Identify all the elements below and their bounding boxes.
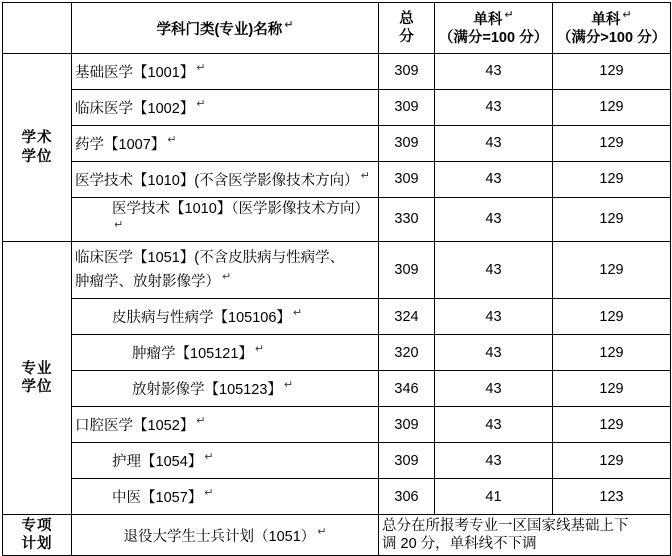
sub2-score-cell: 129 [553,54,671,90]
paragraph-mark-icon: ↵ [283,378,294,392]
table-row [3,335,671,371]
group-label-professional [3,242,72,515]
header-total-line1: 总 [399,10,414,27]
paragraph-mark-icon: ↵ [622,8,632,22]
sub2-score-cell: 129 [553,90,671,126]
sub2-score-cell: 129 [553,443,671,479]
total-score-cell: 309 [379,162,435,198]
major-name-cell [72,371,379,407]
paragraph-mark-icon: ↵ [196,97,206,111]
paragraph-mark-icon: ↵ [204,486,214,500]
header-sub2-line2: （满分>100 分） [556,30,667,47]
total-score-cell: 309 [379,242,435,299]
total-score-cell: 309 [379,54,435,90]
major-name-cell [72,126,379,162]
major-name-text: 护理【1054】 [112,453,203,470]
major-name-text: 医学技术【1010】(不含医学影像技术方向） [75,172,359,189]
table-row [3,407,671,443]
header-sub2-text: 单科 [591,12,621,29]
major-name-text: 口腔医学【1052】 [75,417,195,434]
group-label-line2: 计划 [21,536,53,553]
major-name-text: 医学技术【1010】（医学影像技术方向） [112,201,370,217]
major-name-line2 [75,269,375,293]
major-name-cell [72,479,379,515]
table-row [3,162,671,198]
sub1-score-cell: 43 [435,126,553,162]
major-name-line2-text: 肿瘤学、放射影像学） [75,273,220,290]
header-sub1-text: 单科 [473,12,503,29]
paragraph-mark-icon: ↵ [317,524,327,538]
paragraph-mark-icon: ↵ [360,169,370,183]
table-row [3,479,671,515]
paragraph-mark-icon: ↵ [196,414,206,428]
header-sub1-line1 [438,8,549,29]
sub1-score-cell: 43 [435,90,553,126]
group-label-line2: 学位 [21,148,53,165]
sub2-score-cell: 129 [553,242,671,299]
major-name-text: 药学【1007】 [75,136,166,153]
major-name-cell [72,198,379,242]
major-name-cell [72,407,379,443]
group-label-line2: 学位 [21,379,53,396]
major-name-cell [72,443,379,479]
paragraph-mark-icon: ↵ [284,17,294,31]
sub2-score-cell: 123 [553,479,671,515]
document-page [0,2,672,553]
table-row [3,299,671,335]
major-name-cell [72,54,379,90]
table-row [3,443,671,479]
major-name-cell [72,335,379,371]
total-score-cell: 309 [379,407,435,443]
special-note-line2: 调 20 分，单科线不下调 [382,536,537,553]
sub2-score-cell: 129 [553,335,671,371]
header-total-cell [379,3,435,54]
major-name-cell [72,299,379,335]
header-sub1-cell [435,3,553,54]
total-score-cell: 346 [379,371,435,407]
header-group-cell [3,3,72,54]
paragraph-mark-icon: ↵ [196,61,206,75]
sub1-score-cell: 43 [435,443,553,479]
header-sub2-cell [553,3,671,54]
sub2-score-cell: 129 [553,162,671,198]
group-label-line1: 专项 [21,518,53,535]
major-name-cell [72,162,379,198]
paragraph-mark-icon: ↵ [167,133,177,147]
sub2-score-cell: 129 [553,126,671,162]
major-name-text: 临床医学【1002】 [75,100,195,117]
total-score-cell: 324 [379,299,435,335]
table-row [3,90,671,126]
sub2-score-cell: 129 [553,299,671,335]
major-name-line1: 临床医学【1051】(不含皮肤病与性病学、 [75,249,345,266]
paragraph-mark-icon: ↵ [204,450,214,464]
special-program-row [3,515,671,556]
total-score-cell: 309 [379,443,435,479]
table-row [3,198,671,242]
paragraph-mark-icon: ↵ [254,342,265,356]
table-row [3,126,671,162]
group-label-line1: 学术 [21,130,53,147]
sub1-score-cell: 43 [435,407,553,443]
major-name-cell [72,90,379,126]
total-score-cell: 330 [379,198,435,242]
major-name-text: 肿瘤学【105121】 [132,345,253,362]
special-program-name-cell [72,515,379,556]
table-row [3,54,671,90]
major-name-text: 中医【1057】 [112,489,203,506]
total-score-cell: 320 [379,335,435,371]
sub1-score-cell: 43 [435,371,553,407]
special-program-name-text: 退役大学生士兵计划（1051） [123,528,316,545]
sub1-score-cell: 43 [435,242,553,299]
major-name-cell [72,242,379,299]
group-label-academic [3,54,72,242]
paragraph-mark-icon: ↵ [222,269,232,283]
table-header-row [3,3,671,54]
total-score-cell: 309 [379,90,435,126]
group-label-line1: 专业 [21,360,53,377]
sub1-score-cell: 43 [435,54,553,90]
sub1-score-cell: 43 [435,299,553,335]
sub2-score-cell: 129 [553,371,671,407]
sub1-score-cell: 43 [435,335,553,371]
major-name-text: 基础医学【1001】 [75,64,195,81]
paragraph-mark-icon: ↵ [292,306,303,320]
special-program-note-cell [379,515,671,556]
major-name-text: 皮肤病与性病学【105106】 [112,309,291,326]
total-score-cell: 306 [379,479,435,515]
header-total-line2: 分 [399,29,414,45]
table-row [3,242,671,299]
header-major-cell [72,3,379,54]
header-sub2-line1 [556,8,667,29]
total-score-cell: 309 [379,126,435,162]
paragraph-mark-icon: ↵ [504,8,514,22]
sub2-score-cell: 129 [553,407,671,443]
sub1-score-cell: 43 [435,198,553,242]
special-note-line1: 总分在所报考专业一区国家线基础上下 [382,518,629,535]
sub1-score-cell: 43 [435,162,553,198]
admission-score-table [2,2,671,556]
paragraph-mark-icon: ↵ [114,218,124,232]
group-label-special-program [3,515,72,556]
table-row [3,371,671,407]
sub1-score-cell: 41 [435,479,553,515]
header-major-label: 学科门类(专业)名称 [156,21,283,38]
header-sub1-line2: （满分=100 分） [438,30,549,47]
major-name-text: 放射影像学【105123】 [132,381,282,398]
sub2-score-cell: 129 [553,198,671,242]
